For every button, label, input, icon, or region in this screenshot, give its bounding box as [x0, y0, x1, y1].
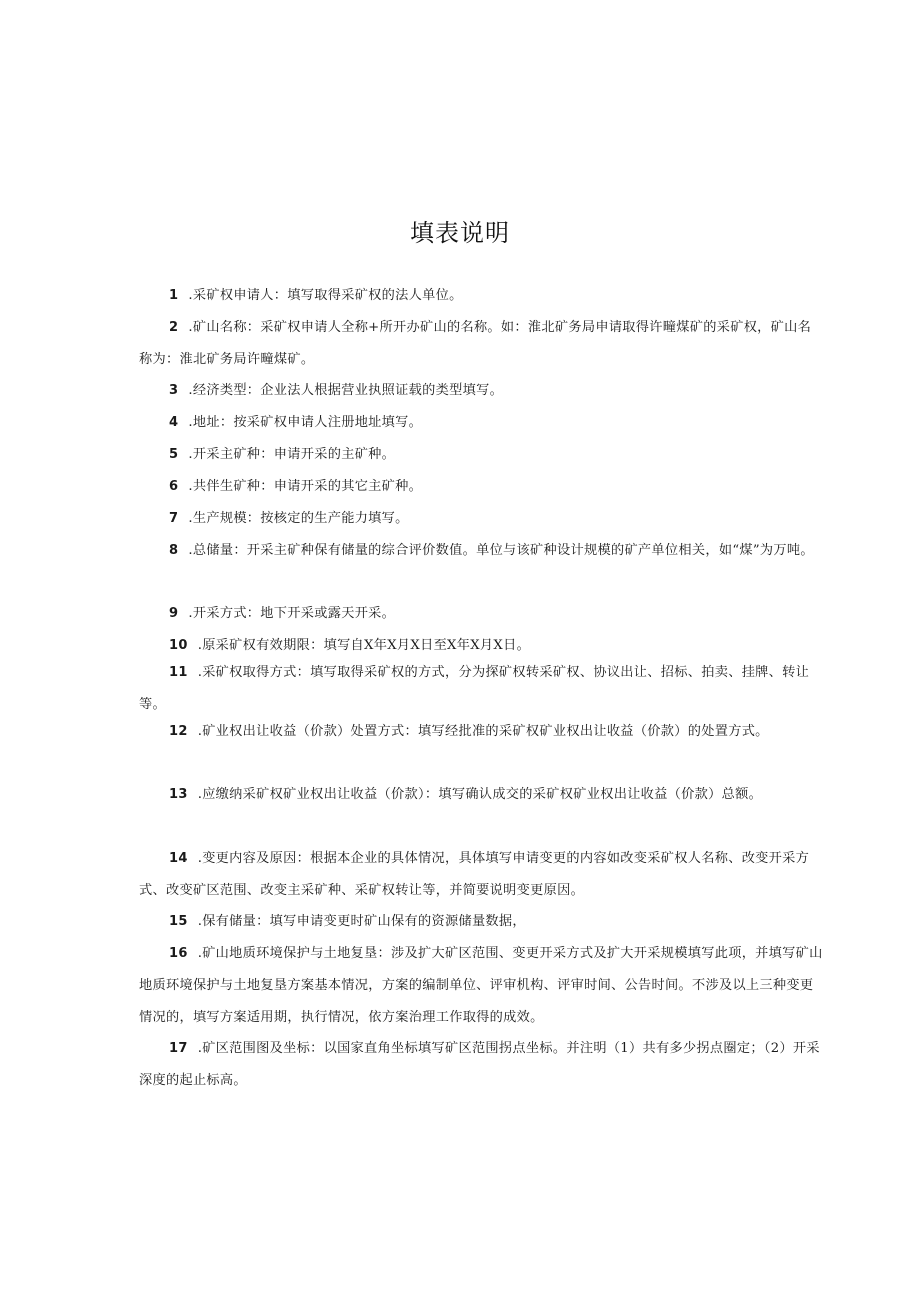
item-number: 6	[169, 479, 179, 494]
item-text: .采矿权申请人：填写取得采矿权的法人单位。	[188, 288, 463, 303]
item-text: .经济类型：企业法人根据营业执照证载的类型填写。	[188, 383, 504, 398]
instruction-item-12	[139, 716, 823, 748]
instruction-item-3	[139, 375, 823, 407]
item-text: .开采主矿种：申请开采的主矿种。	[188, 447, 396, 462]
instruction-item-13	[139, 779, 823, 811]
item-text: .应缴纳采矿权矿业权出让收益（价款）：填写确认成交的采矿权矿业权出让收益（价款）总额。	[197, 787, 763, 802]
instruction-item-14	[139, 843, 823, 907]
instruction-item-9	[139, 598, 823, 630]
instruction-item-11	[139, 657, 823, 721]
item-number: 9	[169, 606, 179, 621]
item-text: .共伴生矿种：申请开采的其它主矿种。	[188, 479, 423, 494]
instruction-item-1	[139, 280, 823, 312]
item-number: 14	[169, 851, 188, 866]
item-number: 7	[169, 511, 179, 526]
item-text: .矿山地质环境保护与土地复垦：涉及扩大矿区范围、变更开采方式及扩大开采规模填写此项，并填写矿山地质环境保护与土地复垦方案基本情况，方案的编制单位、评审机构、评审时间、公告时间。不涉及以上三种变更情况的，填写方案适用期，执行情况，依方案治理工作取得的成效。	[139, 946, 823, 1025]
instruction-item-17	[139, 1033, 823, 1097]
item-number: 1	[169, 288, 179, 303]
instruction-item-5	[139, 439, 823, 471]
instruction-item-16	[139, 938, 823, 1034]
item-text: .开采方式：地下开采或露天开采。	[188, 606, 396, 621]
instruction-item-8	[139, 535, 823, 567]
instruction-item-6	[139, 471, 823, 503]
item-number: 8	[169, 543, 179, 558]
instruction-item-15	[139, 906, 823, 938]
item-text: .地址：按采矿权申请人注册地址填写。	[188, 415, 423, 430]
page-title: 填表说明	[410, 219, 510, 247]
item-number: 2	[169, 320, 179, 335]
item-text: .生产规模：按核定的生产能力填写。	[188, 511, 409, 526]
item-text: .矿山名称：采矿权申请人全称+所开办矿山的名称。如：淮北矿务局申请取得许疃煤矿的采矿权，矿山名称为：淮北矿务局许疃煤矿。	[139, 320, 812, 367]
item-number: 17	[169, 1041, 188, 1056]
item-number: 15	[169, 914, 188, 929]
instruction-item-2	[139, 312, 823, 376]
item-text: .变更内容及原因：根据本企业的具体情况，具体填写申请变更的内容如改变采矿权人名称、改变开采方式、改变矿区范围、改变主采矿种、采矿权转让等，并简要说明变更原因。	[139, 851, 810, 898]
item-text: .总储量：开采主矿种保有储量的综合评价数值。单位与该矿种设计规模的矿产单位相关，如“煤”为万吨。	[188, 543, 814, 558]
item-number: 4	[169, 415, 179, 430]
item-number: 3	[169, 383, 179, 398]
item-number: 12	[169, 724, 188, 739]
item-text: .保有储量：填写申请变更时矿山保有的资源储量数据，	[197, 914, 526, 929]
item-number: 5	[169, 447, 179, 462]
item-number: 10	[169, 638, 188, 653]
item-text: .矿业权出让收益（价款）处置方式：填写经批准的采矿权矿业权出让收益（价款）的处置方式。	[197, 724, 769, 739]
item-text: .采矿权取得方式：填写取得采矿权的方式，分为探矿权转采矿权、协议出让、招标、拍卖、挂牌、转让等。	[139, 665, 810, 712]
item-text: .原采矿权有效期限：填写自X年X月X日至X年X月X日。	[197, 638, 531, 653]
instruction-item-7	[139, 503, 823, 535]
item-number: 13	[169, 787, 188, 802]
instruction-item-4	[139, 407, 823, 439]
item-number: 16	[169, 946, 188, 961]
item-number: 11	[169, 665, 188, 680]
item-text: .矿区范围图及坐标：以国家直角坐标填写矿区范围拐点坐标。并注明（1）共有多少拐点圈定；（2）开采深度的起止标高。	[139, 1041, 820, 1088]
